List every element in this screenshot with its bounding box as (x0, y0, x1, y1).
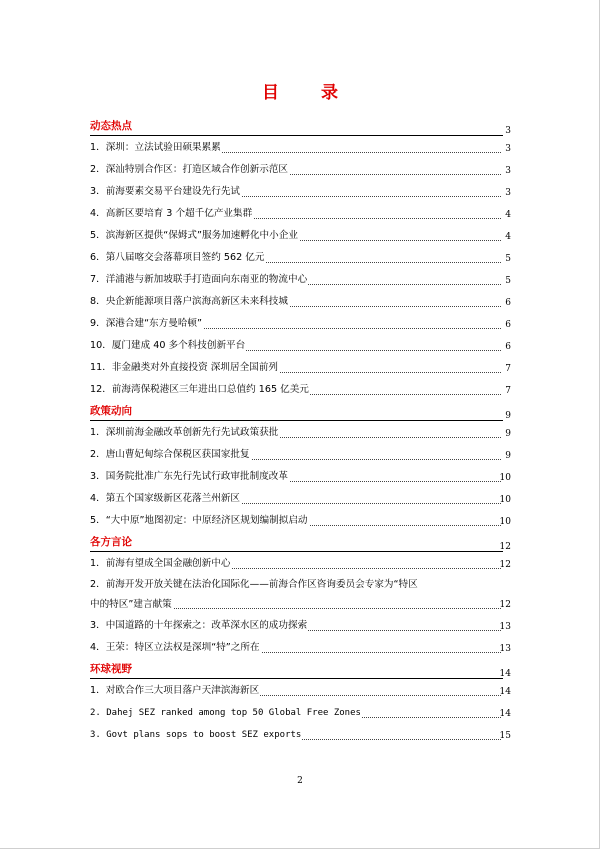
toc-section-heading[interactable] (90, 116, 511, 137)
toc-entry[interactable] (90, 724, 511, 746)
toc-entry[interactable] (90, 702, 511, 724)
toc-section-heading[interactable] (90, 659, 511, 680)
toc-entry-page: 12 (499, 560, 511, 570)
toc-entry-page: 10 (499, 495, 511, 505)
toc-entry-page: 14 (499, 687, 511, 697)
toc-entry[interactable] (90, 488, 511, 510)
toc-entry[interactable] (90, 159, 511, 181)
toc-entry-page: 5 (505, 276, 511, 286)
toc-entry[interactable] (90, 203, 511, 225)
toc-entry-page: 3 (505, 144, 511, 154)
toc-entry[interactable] (90, 466, 511, 488)
toc-entry-text: 3．中国道路的十年探索之：改革深水区的成功探索 (90, 620, 308, 631)
section-page-number: 3 (505, 126, 511, 136)
toc-entry-text: 5．“大中原”地图初定：中原经济区规划编制拟启动 (90, 515, 308, 526)
toc-entry-text: 8．央企新能源项目落户滨海高新区未来科技城 (90, 296, 288, 307)
toc-entry-page: 5 (505, 254, 511, 264)
table-of-contents (90, 116, 511, 746)
toc-entry-page: 3 (505, 188, 511, 198)
page-title: 目 录 (262, 83, 356, 103)
toc-entry-page: 9 (505, 429, 511, 439)
toc-entry-text: 4．第五个国家级新区花落兰州新区 (90, 493, 241, 504)
toc-entry-page: 10 (499, 473, 511, 483)
section-heading-label: 动态热点 (90, 120, 132, 132)
toc-entry-text: 7．洋浦港与新加坡联手打造面向东南亚的物流中心 (90, 274, 308, 285)
toc-entry-page: 12 (499, 600, 511, 610)
toc-entry-page: 7 (505, 386, 511, 396)
toc-entry-text: 4．高新区要培育 3 个超千亿产业集群 (90, 208, 253, 219)
toc-entry-text: 6．第八届喀交会落幕项目签约 562 亿元 (90, 252, 265, 263)
page-number: 2 (297, 776, 303, 786)
toc-entry-page: 9 (505, 451, 511, 461)
toc-entry-page: 13 (499, 622, 511, 632)
toc-entry-text: 3. Govt plans sops to boost SEZ exports (90, 730, 302, 740)
toc-entry-text: 2．前海开发开放关键在法治化国际化——前海合作区咨询委员会专家为“特区 (90, 579, 418, 590)
toc-entry[interactable] (90, 335, 511, 357)
toc-entry[interactable] (90, 379, 511, 401)
section-heading-label: 政策动向 (90, 405, 132, 417)
toc-entry[interactable] (90, 357, 511, 379)
toc-entry[interactable] (90, 137, 511, 159)
section-page-number: 9 (505, 411, 511, 421)
toc-entry[interactable] (90, 269, 511, 291)
toc-entry-page: 6 (505, 342, 511, 352)
toc-entry-text: 1．深圳：立法试验田硕果累累 (90, 142, 221, 153)
toc-entry[interactable] (90, 637, 511, 659)
section-rule (90, 678, 503, 679)
toc-entry-text: 1．深圳前海金融改革创新先行先试政策获批 (90, 427, 279, 438)
toc-entry[interactable] (90, 615, 511, 637)
toc-entry[interactable] (90, 680, 511, 702)
section-rule (90, 420, 503, 421)
section-heading-label: 环球视野 (90, 663, 132, 675)
toc-entry-page: 10 (499, 517, 511, 527)
toc-entry[interactable] (90, 247, 511, 269)
toc-entry-text: 4．王荣：特区立法权是深圳“特”之所在 (90, 642, 260, 653)
section-page-number: 14 (499, 669, 511, 679)
section-rule (90, 551, 503, 552)
toc-entry-text: 3．前海要素交易平台建设先行先试 (90, 186, 241, 197)
toc-entry[interactable] (90, 510, 511, 532)
toc-entry-page: 4 (505, 210, 511, 220)
section-page-number: 12 (499, 542, 511, 552)
toc-entry-page: 3 (505, 166, 511, 176)
toc-entry[interactable] (90, 313, 511, 335)
toc-entry-text: 9．深港合建“东方曼哈顿” (90, 318, 202, 329)
toc-entry-text: 1．前海有望成全国金融创新中心 (90, 558, 231, 569)
toc-entry-text: 2. Dahej SEZ ranked among top 50 Global Free Zones (90, 708, 361, 718)
toc-entry-page: 6 (505, 320, 511, 330)
toc-entry[interactable] (90, 291, 511, 313)
toc-entry-text: 11．非金融类对外直接投资 深圳居全国前列 (90, 362, 278, 373)
section-rule (90, 135, 503, 136)
toc-entry[interactable] (90, 422, 511, 444)
toc-entry[interactable] (90, 553, 511, 575)
toc-section-heading[interactable] (90, 532, 511, 553)
toc-entry-page: 13 (499, 644, 511, 654)
toc-entry-text: 3．国务院批准广东先行先试行政审批制度改革 (90, 471, 288, 482)
toc-entry[interactable] (90, 181, 511, 203)
toc-entry-page: 6 (505, 298, 511, 308)
toc-entry[interactable] (90, 225, 511, 247)
toc-entry-text: 1．对欧合作三大项目落户天津滨海新区 (90, 685, 260, 696)
section-heading-label: 各方言论 (90, 536, 132, 548)
toc-entry-text: 10．厦门建成 40 多个科技创新平台 (90, 340, 246, 351)
toc-entry-text: 2．唐山曹妃甸综合保税区获国家批复 (90, 449, 250, 460)
toc-entry-text-continued: 中的特区”建言献策 (90, 599, 172, 610)
toc-entry-page: 4 (505, 232, 511, 242)
toc-entry-page: 7 (505, 364, 511, 374)
toc-entry[interactable] (90, 444, 511, 466)
toc-entry-text: 5．滨海新区提供“保姆式”服务加速孵化中小企业 (90, 230, 298, 241)
toc-entry-text: 2．深汕特别合作区：打造区域合作创新示范区 (90, 164, 288, 175)
toc-entry-page: 15 (499, 731, 511, 741)
toc-entry-page: 14 (499, 709, 511, 719)
toc-section-heading[interactable] (90, 401, 511, 422)
toc-entry[interactable] (90, 575, 511, 615)
toc-entry-text: 12．前海湾保税港区三年进出口总值约 165 亿美元 (90, 384, 309, 395)
